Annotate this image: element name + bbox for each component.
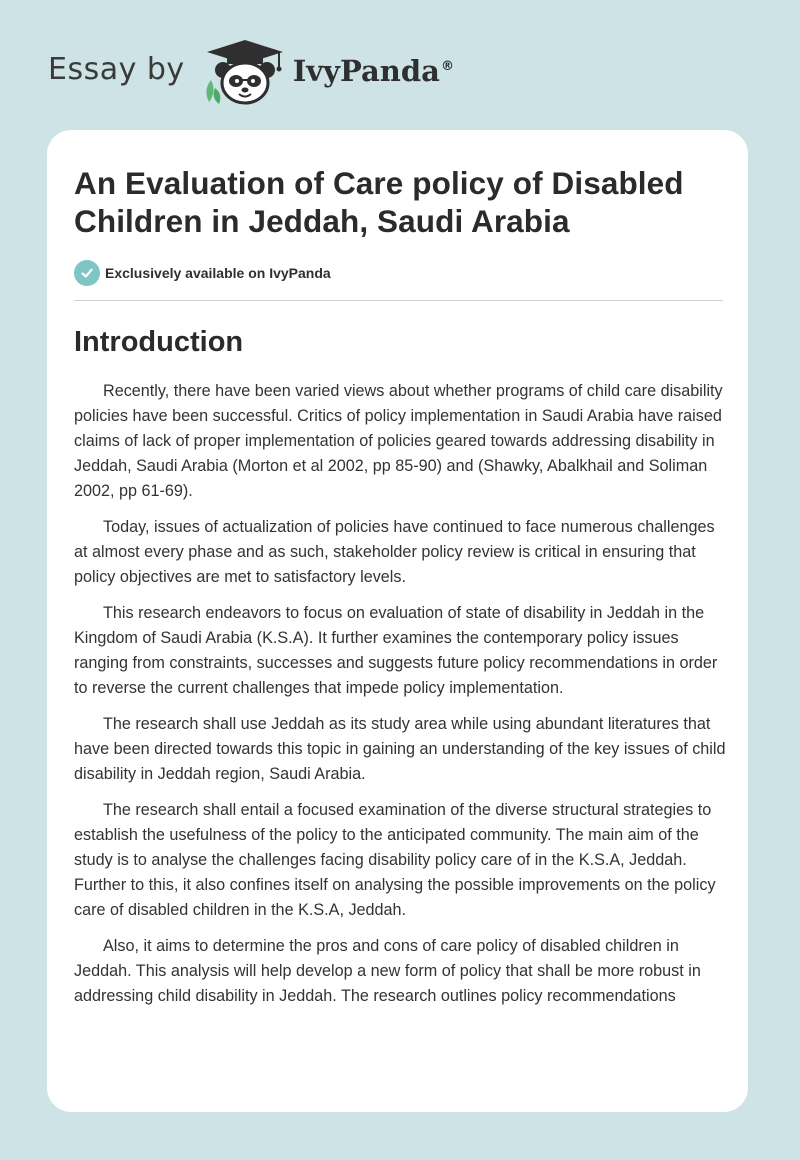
site-header <box>48 36 454 108</box>
registered-mark: ® <box>440 59 454 75</box>
page-title: An Evaluation of Care policy of Disabled Children in Jeddah, Saudi Arabia <box>74 165 684 239</box>
essay-by-label: Essay by <box>48 51 185 87</box>
divider <box>74 300 723 301</box>
check-circle-icon <box>74 260 100 286</box>
exclusive-badge <box>74 260 722 286</box>
essay-body <box>74 379 726 1009</box>
paragraph: Recently, there have been varied views about whether programs of child care disability policies have been successful. Critics of policy implementation in Saudi Arabia have raised claims of lack of proper implementation of policies geared towards addressing disability in Jeddah, Saudi Arabia (Morton et al 2002, pp 85-90) and (Shawky, Abalkhail and Soliman 2002, pp 61-69). <box>74 382 723 500</box>
brand-name[interactable]: IvyPanda® <box>292 54 454 88</box>
paragraph: The research shall entail a focused examination of the diverse structural strategies to establish the usefulness of the policy to the anticipated community. The main aim of the study is to analyse the challenges facing disability policy care of in the K.S.A, Jeddah. Further to this, it also confines itself on analysing the possible improvements on the policy care of disabled children in the K.S.A, Jeddah. <box>74 801 716 919</box>
paragraph: Today, issues of actualization of policies have continued to face numerous challenges at almost every phase and as such, stakeholder policy review is critical in ensuring that policy objectives are met to satisfactory levels. <box>74 518 715 586</box>
paragraph: This research endeavors to focus on evaluation of state of disability in Jeddah in the Kingdom of Saudi Arabia (K.S.A). It further examines the contemporary policy issues ranging from constraints, successes and suggests future policy recommendations in order to reverse the current challenges that impede policy implementation. <box>74 604 718 697</box>
section-heading: Introduction <box>74 326 244 358</box>
paragraph: The research shall use Jeddah as its study area while using abundant literatures that have been directed towards this topic in gaining an understanding of the key issues of child disability in Jeddah region, Saudi Arabia. <box>74 715 726 783</box>
panda-graduate-icon[interactable] <box>199 36 291 108</box>
essay-card <box>47 130 748 1112</box>
paragraph: Also, it aims to determine the pros and cons of care policy of disabled children in Jeddah. This analysis will help develop a new form of policy that shall be more robust in addressing child disability in Jeddah. The research outlines policy recommendations <box>74 937 701 1005</box>
exclusive-label: Exclusively available on IvyPanda <box>105 265 331 281</box>
